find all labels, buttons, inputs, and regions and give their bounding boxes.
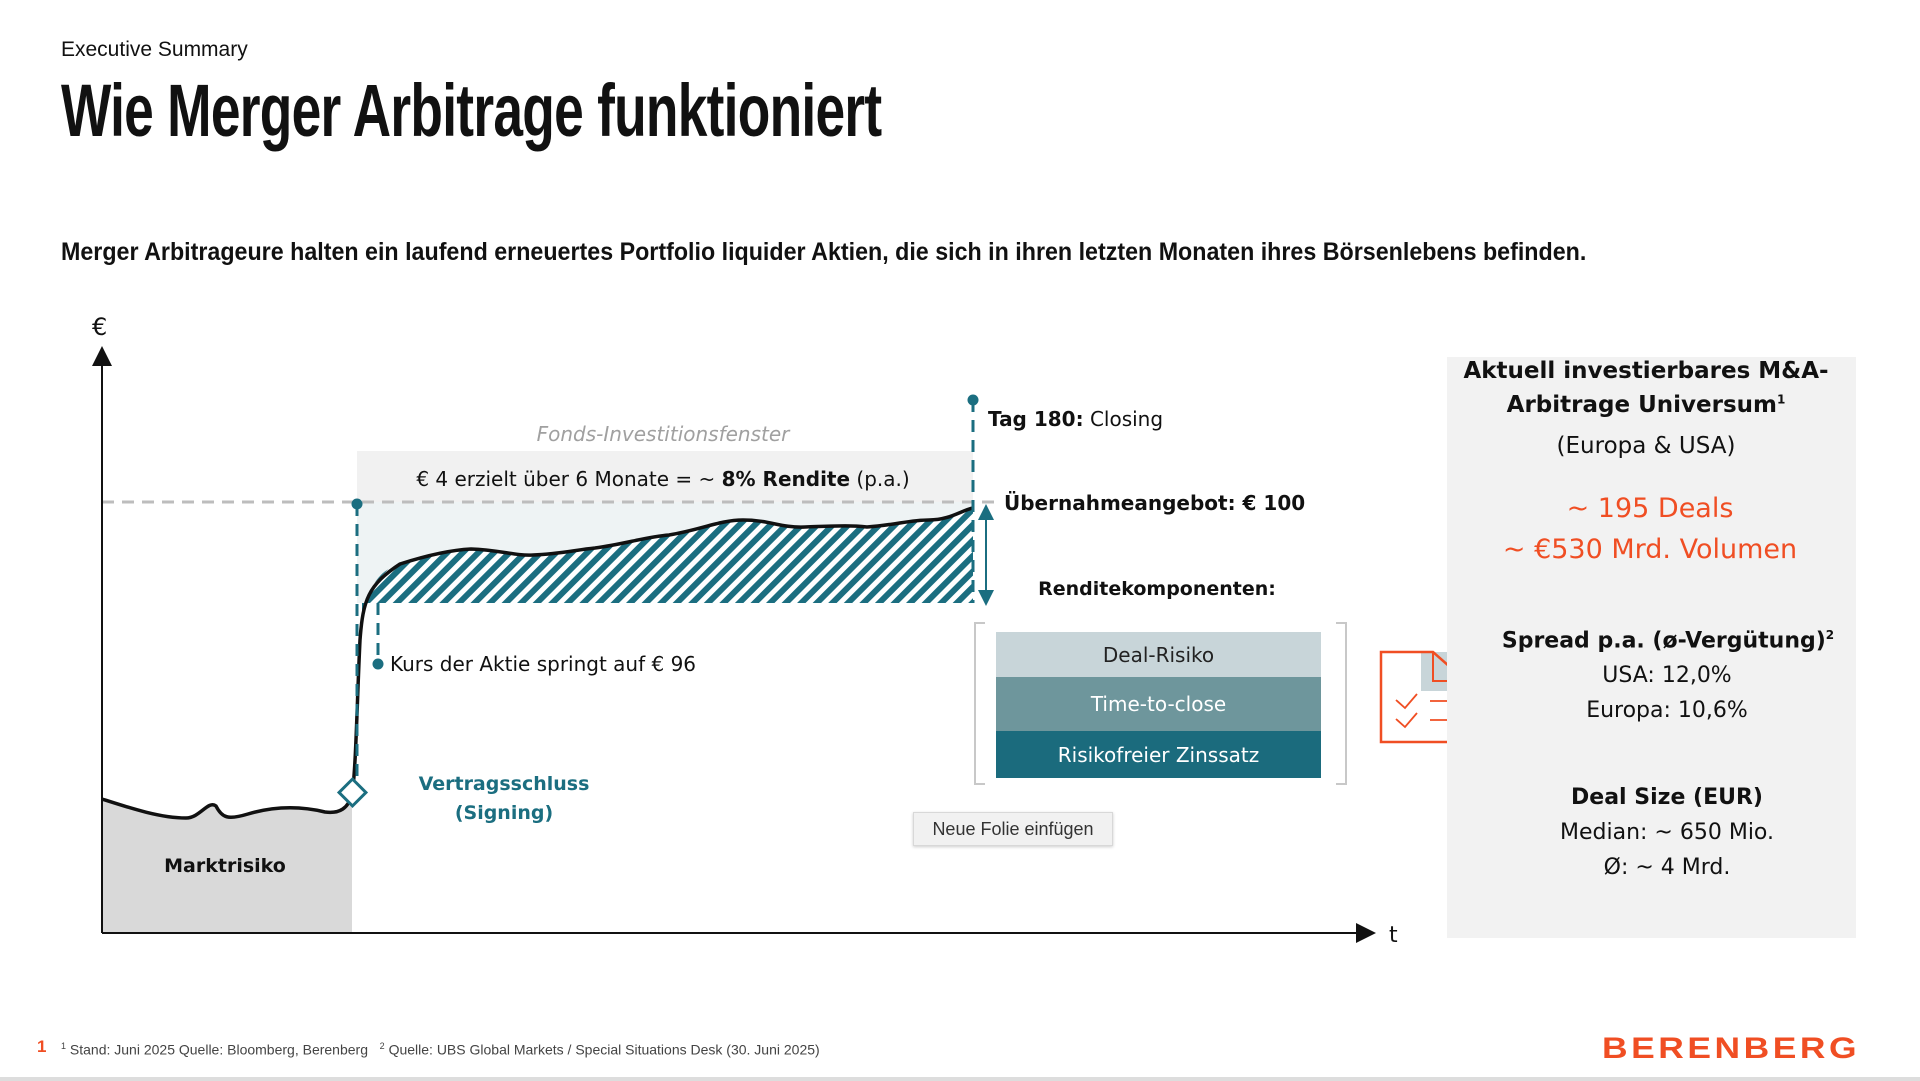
panel-size-title: Deal Size (EUR)	[1571, 785, 1763, 810]
components-title: Renditekomponenten:	[1038, 578, 1276, 600]
component-risk-free-rate: Risikofreier Zinssatz	[996, 731, 1321, 778]
panel-volume: ~ €530 Mrd. Volumen	[1502, 534, 1798, 565]
closing-marker-dot	[968, 395, 979, 406]
panel-heading-line2: Arbitrage Universum$^1$	[1506, 392, 1786, 418]
component-deal-risk: Deal-Risiko	[996, 632, 1321, 677]
jump-marker-dot	[373, 659, 384, 670]
offer-label: Übernahmeangebot: € 100	[1004, 491, 1306, 515]
signing-marker-dot	[352, 499, 363, 510]
signing-label-line1: Vertragsschluss	[418, 773, 590, 795]
footnotes: $^1$ Stand: Juni 2025 Quelle: Bloomberg, Berenberg $^2$ Quelle: UBS Global Markets / Special Situations Desk (30. Juni 2025)	[61, 1041, 820, 1058]
window-label: Fonds-Investitionsfenster	[536, 422, 790, 446]
section-kicker: Executive Summary	[61, 38, 248, 61]
signing-label-line2: (Signing)	[454, 802, 554, 824]
market-risk-label: Marktrisiko	[164, 855, 286, 877]
components-bracket-right	[1336, 623, 1346, 784]
panel-deals: ~ 195 Deals	[1566, 493, 1734, 524]
signing-diamond-icon	[339, 779, 366, 806]
page-subtitle: Merger Arbitrageure halten ein laufend erneuertes Portfolio liquider Aktien, die sich in ihren letzten Monaten ihres Börsenlebens befinden.	[61, 238, 1587, 266]
panel-heading-line1: Aktuell investierbares M&A-	[1463, 358, 1829, 384]
panel-spread-europe: Europa: 10,6%	[1586, 698, 1748, 723]
panel-region: (Europa & USA)	[1556, 433, 1736, 459]
x-axis-label: t	[1389, 923, 1398, 948]
panel-size-median: Median: ~ 650 Mio.	[1560, 820, 1774, 845]
closing-label: Tag 180: Closing	[988, 407, 1164, 431]
page-number: 1	[37, 1037, 47, 1056]
bottom-divider	[0, 1077, 1920, 1081]
component-time-to-close: Time-to-close	[996, 677, 1321, 731]
components-bracket-left	[975, 623, 985, 784]
y-axis-label: €	[92, 313, 108, 341]
new-slide-tooltip[interactable]: Neue Folie einfügen	[913, 812, 1113, 846]
page-title: Wie Merger Arbitrage funktioniert	[61, 69, 882, 152]
jump-label: Kurs der Aktie springt auf € 96	[390, 652, 697, 676]
panel-spread-title: Spread p.a. (ø-Vergütung)$^2$	[1501, 628, 1835, 654]
panel-spread-usa: USA: 12,0%	[1602, 663, 1732, 688]
berenberg-logo: BERENBERG	[1602, 1032, 1861, 1065]
panel-size-average: Ø: ~ 4 Mrd.	[1603, 855, 1731, 880]
return-text: € 4 erzielt über 6 Monate = ~ 8% Rendite (p.a.)	[416, 467, 910, 491]
